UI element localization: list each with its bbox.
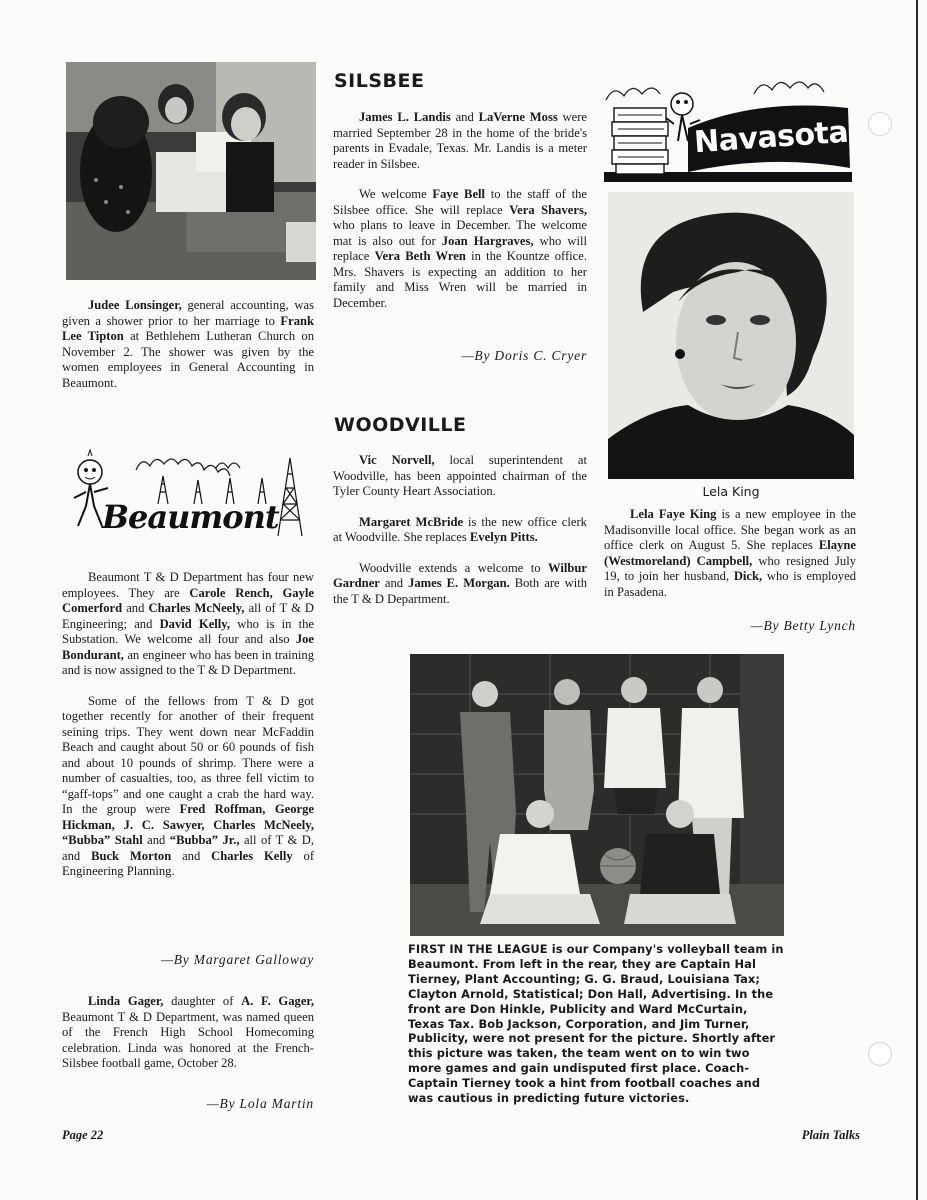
beaumont-para2: Some of the fellows from T & D got together recently for another of their frequent seining trips. They went down near McFaddin Beach and caught about 50 or 60 pounds of fish and about 10 pounds of shrimp. There were a number of casualties, too, as three fell victim to “gaff-tops” and one caught a crab the hard way. In the group were Fred Roffman, George Hickman, J. C. Sawyer, Charles McNeely, “Bubba” Stahl and “Bubba” Jr., all of T & D, and Buck Morton and Charles Kelly of Engineering Planning. xyxy=(62,693,315,878)
lela-king-portrait xyxy=(608,192,854,479)
beaumont-logo-text: Beaumont xyxy=(102,498,279,536)
portrait-caption: Lela King xyxy=(702,484,760,499)
beaumont-para3: Linda Gager, daughter of A. F. Gager, Beaumont T & D Department, was named queen of the French High School Homecoming celebration. Linda was honored at the French-Silsbee football game, October 28. xyxy=(62,994,314,1070)
silsbee-article: James L. Landis and LaVerne Moss were married September 28 in the home of the bride's parents in Evadale, Texas. Mr. Landis is a meter reader in Silsbee. We welcome Faye Bell to the staff of the Silsbee office. She will replace Vera Shavers, who plans to leave in December. The welcome mat is also out for Joan Hargraves, who will replace Vera Beth Wren in the Kountze office. Mrs. Shavers is expecting an addition to her family and Miss Wren will be married in December. xyxy=(333,110,588,310)
page-number: Page 22 xyxy=(62,1128,104,1142)
shower-photo xyxy=(66,62,316,280)
woodville-heading: WOODVILLE xyxy=(334,414,467,436)
navasota-article: Lela Faye King is a new employee in the Madisonville local office. She began work as an office clerk on August 5. She replaces Elayne (Westmoreland) Campbell, who resigned July 19, to join her husband, Dick, who is employed in Pasadena. xyxy=(604,507,856,599)
beaumont-article xyxy=(62,570,314,895)
beaumont-logo xyxy=(66,448,316,542)
publication-name: Plain Talks xyxy=(801,1128,860,1142)
beaumont-byline-2: —By Lola Martin xyxy=(206,1096,314,1111)
silsbee-byline: —By Doris C. Cryer xyxy=(461,348,587,363)
beaumont-para1: Beaumont T & D Department has four new employees. They are Carole Rench, Gayle Comerford and Charles McNeely, all of T & D Engineering; and David Kelly, who is in the Substation. We welcome all four and also Joe Bondurant, an engineer who has been in training and is now assigned to the T & D Department. xyxy=(62,570,315,677)
punch-hole xyxy=(868,1042,892,1066)
woodville-article: Vic Norvell, local superintendent at Woodville, has been appointed chairman of the Tyler County Heart Association. Margaret McBride is the new office clerk at Woodville. She replaces Evelyn Pitts. Woodville extends a welcome to Wilbur Gardner and James E. Morgan. Both are with the T & D Department. xyxy=(333,453,587,606)
navasota-byline: —By Betty Lynch xyxy=(750,618,856,633)
navasota-logo-text: Navasota xyxy=(692,114,850,161)
page-edge xyxy=(916,0,918,1200)
silsbee-heading: SILSBEE xyxy=(334,70,425,92)
team-photo-caption: FIRST IN THE LEAGUE is our Company's volleyball team in Beaumont. From left in the rear, they are Captain Hal Tierney, Plant Accounting; G. G. Braud, Louisiana Tax; Clayton Arnold, Statistical; Don Hall, Advertising. In the front are Don Hinkle, Publicity and Ward McCurtain, Texas Tax. Bob Jackson, Corporation, and Jim Turner, Publicity, were not present for the picture. Shortly after this picture was taken, the team went on to win two more games and gain undisputed first place. Coach-Captain Tierney took a hint from football coaches and was cautious in predicting future victories. xyxy=(408,942,784,1106)
shower-caption: Judee Lonsinger, general accounting, was given a shower prior to her marriage to Frank Lee Tipton at Bethlehem Lutheran Church on November 2. The shower was given by the women employees in General Accounting in Beaumont. xyxy=(62,298,315,390)
beaumont-byline-1: —By Margaret Galloway xyxy=(160,952,314,967)
punch-hole xyxy=(868,112,892,136)
volleyball-team-photo xyxy=(410,654,784,936)
navasota-logo xyxy=(604,72,852,182)
